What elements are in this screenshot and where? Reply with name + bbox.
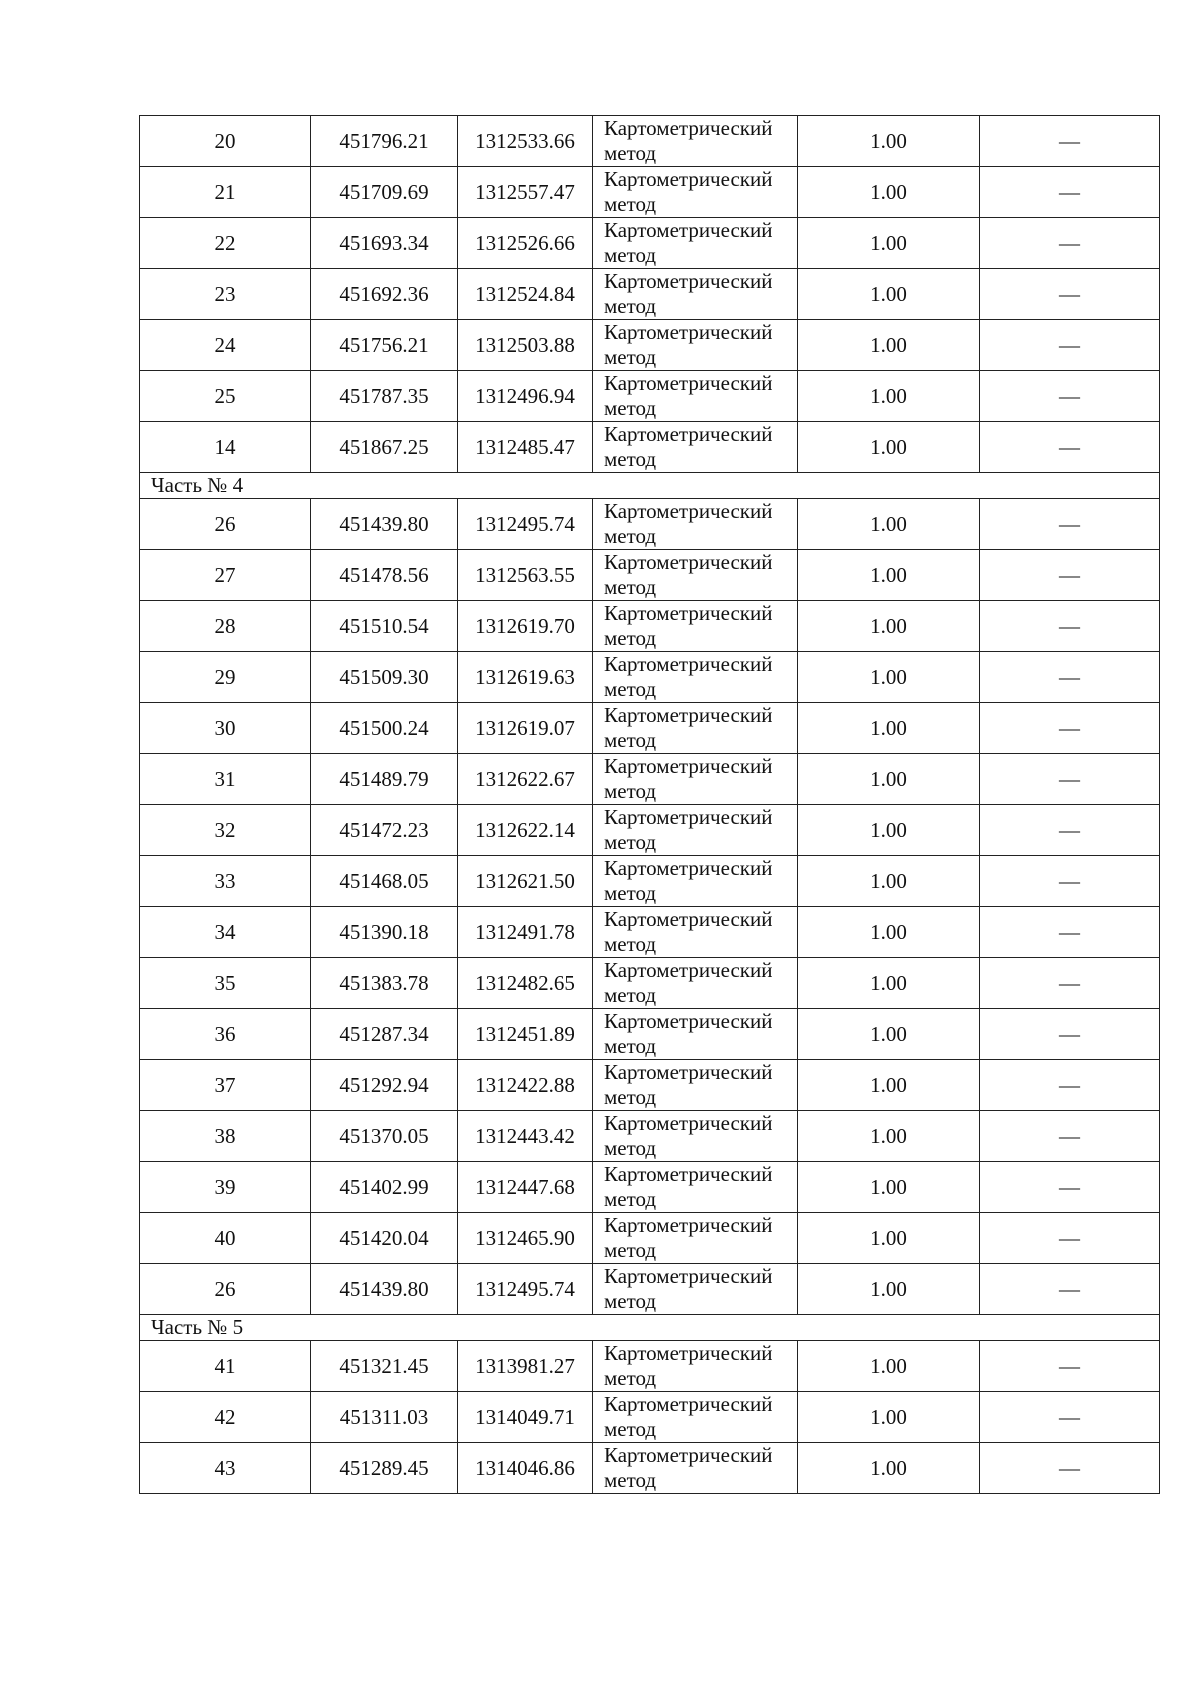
x-coordinate-cell: 451756.21 [311,320,458,371]
method-cell [593,269,798,320]
point-number-cell: 22 [140,218,311,269]
method-line-1: Картометрический [604,805,773,829]
y-coordinate-cell: 1312447.68 [458,1162,593,1213]
x-coordinate-cell: 451287.34 [311,1009,458,1060]
section-header-row [140,1315,1160,1341]
method-line-2: метод [604,192,657,216]
method-cell [593,1162,798,1213]
method-cell [593,856,798,907]
method-line-2: метод [604,881,657,905]
y-coordinate-cell: 1313981.27 [458,1341,593,1392]
y-coordinate-cell: 1312496.94 [458,371,593,422]
y-coordinate-cell: 1312495.74 [458,1264,593,1315]
x-coordinate-cell: 451468.05 [311,856,458,907]
method-line-2: метод [604,932,657,956]
y-coordinate-cell: 1312622.67 [458,754,593,805]
table-row [140,320,1160,371]
method-line-2: метод [604,141,657,165]
method-cell [593,601,798,652]
method-line-2: метод [604,1238,657,1262]
table-row [140,550,1160,601]
y-coordinate-cell: 1312503.88 [458,320,593,371]
precision-cell: 1.00 [798,1341,980,1392]
table-row [140,1009,1160,1060]
method-line-1: Картометрический [604,499,773,523]
y-coordinate-cell: 1314046.86 [458,1443,593,1494]
method-line-2: метод [604,524,657,548]
precision-cell: 1.00 [798,371,980,422]
description-cell: — [980,550,1160,601]
x-coordinate-cell: 451478.56 [311,550,458,601]
method-line-2: метод [604,294,657,318]
method-line-2: метод [604,575,657,599]
method-cell [593,958,798,1009]
method-cell [593,422,798,473]
coordinates-table [139,115,1160,1494]
method-line-2: метод [604,1366,657,1390]
method-cell [593,1009,798,1060]
description-cell: — [980,1162,1160,1213]
table-row [140,1264,1160,1315]
description-cell: — [980,1392,1160,1443]
precision-cell: 1.00 [798,550,980,601]
point-number-cell: 27 [140,550,311,601]
precision-cell: 1.00 [798,1060,980,1111]
method-line-2: метод [604,983,657,1007]
point-number-cell: 31 [140,754,311,805]
table-row [140,422,1160,473]
x-coordinate-cell: 451402.99 [311,1162,458,1213]
description-cell: — [980,856,1160,907]
y-coordinate-cell: 1312557.47 [458,167,593,218]
description-cell: — [980,1060,1160,1111]
method-cell [593,1060,798,1111]
method-line-1: Картометрический [604,371,773,395]
method-cell [593,167,798,218]
method-line-1: Картометрический [604,601,773,625]
point-number-cell: 21 [140,167,311,218]
description-cell: — [980,1009,1160,1060]
x-coordinate-cell: 451509.30 [311,652,458,703]
precision-cell: 1.00 [798,167,980,218]
description-cell: — [980,499,1160,550]
description-cell: — [980,958,1160,1009]
method-line-1: Картометрический [604,754,773,778]
method-line-1: Картометрический [604,1443,773,1467]
point-number-cell: 23 [140,269,311,320]
y-coordinate-cell: 1312524.84 [458,269,593,320]
description-cell: — [980,320,1160,371]
point-number-cell: 36 [140,1009,311,1060]
table-row [140,652,1160,703]
precision-cell: 1.00 [798,805,980,856]
description-cell: — [980,218,1160,269]
method-line-1: Картометрический [604,1213,773,1237]
x-coordinate-cell: 451500.24 [311,703,458,754]
point-number-cell: 32 [140,805,311,856]
method-line-1: Картометрический [604,1060,773,1084]
precision-cell: 1.00 [798,1009,980,1060]
x-coordinate-cell: 451867.25 [311,422,458,473]
method-line-2: метод [604,243,657,267]
description-cell: — [980,269,1160,320]
method-line-2: метод [604,1468,657,1492]
y-coordinate-cell: 1312443.42 [458,1111,593,1162]
description-cell: — [980,371,1160,422]
method-line-1: Картометрический [604,652,773,676]
description-cell: — [980,907,1160,958]
x-coordinate-cell: 451289.45 [311,1443,458,1494]
precision-cell: 1.00 [798,601,980,652]
precision-cell: 1.00 [798,1443,980,1494]
precision-cell: 1.00 [798,1392,980,1443]
precision-cell: 1.00 [798,856,980,907]
table-row [140,958,1160,1009]
method-line-2: метод [604,1136,657,1160]
method-line-2: метод [604,1417,657,1441]
method-line-1: Картометрический [604,1392,773,1416]
precision-cell: 1.00 [798,1264,980,1315]
method-line-1: Картометрический [604,116,773,140]
method-line-2: метод [604,1085,657,1109]
method-cell [593,320,798,371]
precision-cell: 1.00 [798,1162,980,1213]
point-number-cell: 38 [140,1111,311,1162]
method-cell [593,1213,798,1264]
point-number-cell: 20 [140,116,311,167]
precision-cell: 1.00 [798,754,980,805]
table-row [140,907,1160,958]
x-coordinate-cell: 451692.36 [311,269,458,320]
table-row [140,601,1160,652]
table-row [140,1392,1160,1443]
x-coordinate-cell: 451796.21 [311,116,458,167]
x-coordinate-cell: 451292.94 [311,1060,458,1111]
method-line-2: метод [604,1187,657,1211]
precision-cell: 1.00 [798,499,980,550]
point-number-cell: 33 [140,856,311,907]
y-coordinate-cell: 1312482.65 [458,958,593,1009]
y-coordinate-cell: 1312619.07 [458,703,593,754]
x-coordinate-cell: 451510.54 [311,601,458,652]
x-coordinate-cell: 451489.79 [311,754,458,805]
point-number-cell: 14 [140,422,311,473]
method-cell [593,1392,798,1443]
x-coordinate-cell: 451787.35 [311,371,458,422]
x-coordinate-cell: 451321.45 [311,1341,458,1392]
method-cell [593,218,798,269]
precision-cell: 1.00 [798,320,980,371]
method-cell [593,805,798,856]
method-cell [593,907,798,958]
description-cell: — [980,754,1160,805]
point-number-cell: 26 [140,1264,311,1315]
precision-cell: 1.00 [798,116,980,167]
method-line-2: метод [604,1034,657,1058]
point-number-cell: 41 [140,1341,311,1392]
section-label: Часть № 5 [140,1315,1160,1341]
table-row [140,856,1160,907]
point-number-cell: 28 [140,601,311,652]
x-coordinate-cell: 451472.23 [311,805,458,856]
description-cell: — [980,1341,1160,1392]
y-coordinate-cell: 1312422.88 [458,1060,593,1111]
x-coordinate-cell: 451439.80 [311,499,458,550]
method-line-1: Картометрический [604,1111,773,1135]
section-label: Часть № 4 [140,473,1160,499]
section-header-row [140,473,1160,499]
method-cell [593,371,798,422]
description-cell: — [980,703,1160,754]
table-row [140,499,1160,550]
table-row [140,1341,1160,1392]
method-line-2: метод [604,345,657,369]
x-coordinate-cell: 451439.80 [311,1264,458,1315]
method-line-1: Картометрический [604,1341,773,1365]
method-line-1: Картометрический [604,320,773,344]
table-row [140,1111,1160,1162]
precision-cell: 1.00 [798,1111,980,1162]
x-coordinate-cell: 451311.03 [311,1392,458,1443]
table-row [140,1213,1160,1264]
table-row [140,167,1160,218]
method-line-2: метод [604,447,657,471]
description-cell: — [980,116,1160,167]
precision-cell: 1.00 [798,269,980,320]
table-row [140,371,1160,422]
y-coordinate-cell: 1312563.55 [458,550,593,601]
y-coordinate-cell: 1312485.47 [458,422,593,473]
table-row [140,1443,1160,1494]
y-coordinate-cell: 1312491.78 [458,907,593,958]
y-coordinate-cell: 1312495.74 [458,499,593,550]
x-coordinate-cell: 451709.69 [311,167,458,218]
y-coordinate-cell: 1312619.63 [458,652,593,703]
x-coordinate-cell: 451420.04 [311,1213,458,1264]
x-coordinate-cell: 451693.34 [311,218,458,269]
description-cell: — [980,1111,1160,1162]
method-cell [593,550,798,601]
x-coordinate-cell: 451370.05 [311,1111,458,1162]
method-line-2: метод [604,626,657,650]
point-number-cell: 40 [140,1213,311,1264]
precision-cell: 1.00 [798,958,980,1009]
precision-cell: 1.00 [798,218,980,269]
point-number-cell: 37 [140,1060,311,1111]
method-cell [593,116,798,167]
table-row [140,754,1160,805]
method-cell [593,1341,798,1392]
method-line-2: метод [604,779,657,803]
table-row [140,1162,1160,1213]
point-number-cell: 42 [140,1392,311,1443]
method-line-1: Картометрический [604,1009,773,1033]
point-number-cell: 24 [140,320,311,371]
description-cell: — [980,1213,1160,1264]
y-coordinate-cell: 1312619.70 [458,601,593,652]
table-row [140,218,1160,269]
point-number-cell: 35 [140,958,311,1009]
description-cell: — [980,167,1160,218]
precision-cell: 1.00 [798,703,980,754]
description-cell: — [980,601,1160,652]
method-cell [593,1443,798,1494]
method-line-1: Картометрический [604,550,773,574]
table-row [140,116,1160,167]
point-number-cell: 43 [140,1443,311,1494]
table-row [140,805,1160,856]
point-number-cell: 26 [140,499,311,550]
method-line-1: Картометрический [604,703,773,727]
method-line-1: Картометрический [604,1264,773,1288]
y-coordinate-cell: 1312533.66 [458,116,593,167]
table-row [140,269,1160,320]
method-line-2: метод [604,728,657,752]
method-line-2: метод [604,396,657,420]
method-cell [593,754,798,805]
point-number-cell: 25 [140,371,311,422]
description-cell: — [980,422,1160,473]
table-row [140,1060,1160,1111]
description-cell: — [980,1443,1160,1494]
point-number-cell: 34 [140,907,311,958]
description-cell: — [980,652,1160,703]
precision-cell: 1.00 [798,652,980,703]
method-line-1: Картометрический [604,218,773,242]
method-line-1: Картометрический [604,269,773,293]
description-cell: — [980,805,1160,856]
table-body [140,116,1160,1494]
method-line-1: Картометрический [604,958,773,982]
method-line-2: метод [604,830,657,854]
method-line-1: Картометрический [604,856,773,880]
method-cell [593,1111,798,1162]
precision-cell: 1.00 [798,422,980,473]
method-line-1: Картометрический [604,422,773,446]
method-line-2: метод [604,677,657,701]
y-coordinate-cell: 1314049.71 [458,1392,593,1443]
y-coordinate-cell: 1312622.14 [458,805,593,856]
method-line-1: Картометрический [604,167,773,191]
method-line-1: Картометрический [604,907,773,931]
description-cell: — [980,1264,1160,1315]
y-coordinate-cell: 1312465.90 [458,1213,593,1264]
y-coordinate-cell: 1312451.89 [458,1009,593,1060]
y-coordinate-cell: 1312526.66 [458,218,593,269]
method-line-1: Картометрический [604,1162,773,1186]
method-cell [593,1264,798,1315]
point-number-cell: 39 [140,1162,311,1213]
point-number-cell: 29 [140,652,311,703]
y-coordinate-cell: 1312621.50 [458,856,593,907]
point-number-cell: 30 [140,703,311,754]
table-row [140,703,1160,754]
precision-cell: 1.00 [798,1213,980,1264]
x-coordinate-cell: 451390.18 [311,907,458,958]
x-coordinate-cell: 451383.78 [311,958,458,1009]
method-line-2: метод [604,1289,657,1313]
method-cell [593,703,798,754]
method-cell [593,652,798,703]
precision-cell: 1.00 [798,907,980,958]
method-cell [593,499,798,550]
